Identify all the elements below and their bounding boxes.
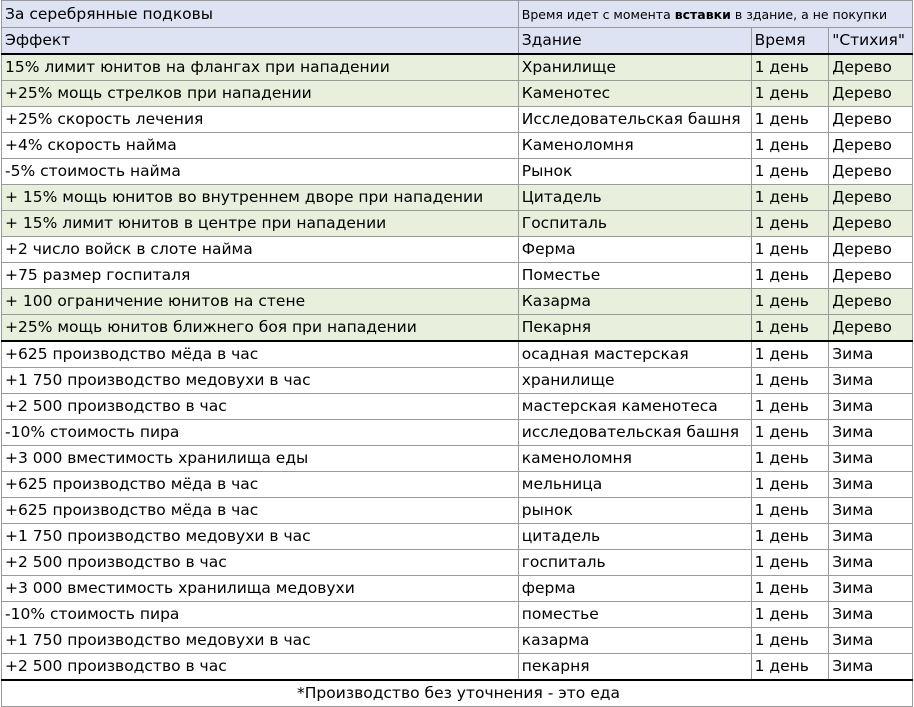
- element-cell[interactable]: Зима: [829, 420, 913, 446]
- building-cell[interactable]: Ферма: [518, 237, 751, 263]
- time-cell[interactable]: 1 день: [751, 472, 829, 498]
- building-cell[interactable]: мастерская каменотеса: [518, 394, 751, 420]
- note-suffix: в здание, а не покупки: [730, 6, 888, 22]
- table-row: [2, 576, 913, 602]
- effect-cell[interactable]: +25% мощь юнитов ближнего боя при нападении: [2, 315, 519, 342]
- footnote-row: [2, 680, 913, 707]
- effect-cell[interactable]: +3 000 вместимость хранилища еды: [2, 446, 519, 472]
- effect-cell[interactable]: +625 производство мёда в час: [2, 341, 519, 368]
- note-bold: вставки: [674, 6, 731, 22]
- time-cell[interactable]: 1 день: [751, 602, 829, 628]
- building-cell[interactable]: Пекарня: [518, 315, 751, 342]
- effect-cell[interactable]: -10% стоимость пира: [2, 602, 519, 628]
- building-cell[interactable]: мельница: [518, 472, 751, 498]
- building-cell[interactable]: Госпиталь: [518, 211, 751, 237]
- table-row: [2, 394, 913, 420]
- table-row: [2, 341, 913, 368]
- element-cell[interactable]: Дерево: [829, 315, 913, 342]
- time-cell[interactable]: 1 день: [751, 211, 829, 237]
- effect-cell[interactable]: +625 производство мёда в час: [2, 498, 519, 524]
- table-row: [2, 237, 913, 263]
- table-row: [2, 368, 913, 394]
- effect-cell[interactable]: +2 500 производство в час: [2, 550, 519, 576]
- table-row: [2, 185, 913, 211]
- time-cell[interactable]: 1 день: [751, 420, 829, 446]
- table-row: [2, 107, 913, 133]
- table-row: [2, 420, 913, 446]
- building-cell[interactable]: Цитадель: [518, 185, 751, 211]
- time-cell[interactable]: 1 день: [751, 315, 829, 342]
- element-cell[interactable]: Зима: [829, 654, 913, 681]
- element-cell[interactable]: Дерево: [829, 159, 913, 185]
- time-cell[interactable]: 1 день: [751, 133, 829, 159]
- effect-cell[interactable]: + 15% мощь юнитов во внутреннем дворе при нападении: [2, 185, 519, 211]
- time-note[interactable]: [518, 1, 912, 28]
- time-cell[interactable]: 1 день: [751, 394, 829, 420]
- time-cell[interactable]: 1 день: [751, 289, 829, 315]
- element-cell[interactable]: Дерево: [829, 289, 913, 315]
- effect-cell[interactable]: +1 750 производство медовухи в час: [2, 628, 519, 654]
- time-cell[interactable]: 1 день: [751, 81, 829, 107]
- element-cell[interactable]: Зима: [829, 602, 913, 628]
- effect-cell[interactable]: +75 размер госпиталя: [2, 263, 519, 289]
- time-cell[interactable]: 1 день: [751, 54, 829, 81]
- table-row: [2, 289, 913, 315]
- effect-cell[interactable]: +2 500 производство в час: [2, 394, 519, 420]
- time-cell[interactable]: 1 день: [751, 654, 829, 681]
- element-cell[interactable]: Дерево: [829, 133, 913, 159]
- time-cell[interactable]: 1 день: [751, 263, 829, 289]
- title-row: [2, 1, 913, 28]
- effect-cell[interactable]: + 100 ограничение юнитов на стене: [2, 289, 519, 315]
- element-cell[interactable]: Дерево: [829, 185, 913, 211]
- time-cell[interactable]: 1 день: [751, 550, 829, 576]
- building-cell[interactable]: Поместье: [518, 263, 751, 289]
- header-building[interactable]: Здание: [518, 28, 751, 55]
- time-cell[interactable]: 1 день: [751, 368, 829, 394]
- element-cell[interactable]: Дерево: [829, 237, 913, 263]
- effect-cell[interactable]: + 15% лимит юнитов в центре при нападении: [2, 211, 519, 237]
- building-cell[interactable]: Рынок: [518, 159, 751, 185]
- building-cell[interactable]: хранилище: [518, 368, 751, 394]
- table-row: [2, 54, 913, 81]
- building-cell[interactable]: Каменоломня: [518, 133, 751, 159]
- table-row: [2, 81, 913, 107]
- building-cell[interactable]: Казарма: [518, 289, 751, 315]
- element-cell[interactable]: Зима: [829, 576, 913, 602]
- header-element[interactable]: "Стихия": [829, 28, 913, 55]
- element-cell[interactable]: Зима: [829, 550, 913, 576]
- footnote[interactable]: *Производство без уточнения - это еда: [2, 680, 913, 707]
- table-row: [2, 602, 913, 628]
- table-row: [2, 628, 913, 654]
- building-cell[interactable]: пекарня: [518, 654, 751, 681]
- element-cell[interactable]: Зима: [829, 498, 913, 524]
- time-cell[interactable]: 1 день: [751, 107, 829, 133]
- effect-cell[interactable]: +625 производство мёда в час: [2, 472, 519, 498]
- effect-cell[interactable]: +3 000 вместимость хранилища медовухи: [2, 576, 519, 602]
- building-cell[interactable]: Каменотес: [518, 81, 751, 107]
- effect-cell[interactable]: +1 750 производство медовухи в час: [2, 524, 519, 550]
- element-cell[interactable]: Зима: [829, 446, 913, 472]
- element-cell[interactable]: Дерево: [829, 263, 913, 289]
- table-row: [2, 524, 913, 550]
- note-prefix: Время идет с момента: [521, 6, 675, 22]
- element-cell[interactable]: Дерево: [829, 107, 913, 133]
- time-cell[interactable]: 1 день: [751, 576, 829, 602]
- element-cell[interactable]: Зима: [829, 524, 913, 550]
- table-row: [2, 550, 913, 576]
- building-cell[interactable]: казарма: [518, 628, 751, 654]
- time-cell[interactable]: 1 день: [751, 185, 829, 211]
- time-cell[interactable]: 1 день: [751, 341, 829, 368]
- header-time[interactable]: Время: [751, 28, 829, 55]
- effect-cell[interactable]: +4% скорость найма: [2, 133, 519, 159]
- building-cell[interactable]: цитадель: [518, 524, 751, 550]
- time-cell[interactable]: 1 день: [751, 498, 829, 524]
- table-row: [2, 498, 913, 524]
- table-row: [2, 654, 913, 681]
- time-cell[interactable]: 1 день: [751, 237, 829, 263]
- building-cell[interactable]: поместье: [518, 602, 751, 628]
- element-cell[interactable]: Дерево: [829, 211, 913, 237]
- building-cell[interactable]: Хранилище: [518, 54, 751, 81]
- element-cell[interactable]: Зима: [829, 368, 913, 394]
- effect-cell[interactable]: -10% стоимость пира: [2, 420, 519, 446]
- table-row: [2, 133, 913, 159]
- table-row: [2, 472, 913, 498]
- building-cell[interactable]: исследовательская башня: [518, 420, 751, 446]
- effect-cell[interactable]: 15% лимит юнитов на флангах при нападении: [2, 54, 519, 81]
- table-row: [2, 263, 913, 289]
- header-effect[interactable]: Эффект: [2, 28, 519, 55]
- time-cell[interactable]: 1 день: [751, 446, 829, 472]
- element-cell[interactable]: Зима: [829, 341, 913, 368]
- building-cell[interactable]: госпиталь: [518, 550, 751, 576]
- table-row: [2, 315, 913, 342]
- effect-cell[interactable]: +25% мощь стрелков при нападении: [2, 81, 519, 107]
- header-row: [2, 28, 913, 55]
- table-row: [2, 159, 913, 185]
- table-row: [2, 446, 913, 472]
- element-cell[interactable]: Зима: [829, 472, 913, 498]
- time-cell[interactable]: 1 день: [751, 628, 829, 654]
- time-cell[interactable]: 1 день: [751, 524, 829, 550]
- element-cell[interactable]: Дерево: [829, 81, 913, 107]
- time-cell[interactable]: 1 день: [751, 159, 829, 185]
- element-cell[interactable]: Дерево: [829, 54, 913, 81]
- building-cell[interactable]: ферма: [518, 576, 751, 602]
- element-cell[interactable]: Зима: [829, 628, 913, 654]
- element-cell[interactable]: Зима: [829, 394, 913, 420]
- sheet-title[interactable]: За серебрянные подковы: [2, 1, 519, 28]
- building-cell[interactable]: Исследовательская башня: [518, 107, 751, 133]
- table-row: [2, 211, 913, 237]
- building-cell[interactable]: осадная мастерская: [518, 341, 751, 368]
- effect-cell[interactable]: -5% стоимость найма: [2, 159, 519, 185]
- effect-cell[interactable]: +1 750 производство медовухи в час: [2, 368, 519, 394]
- effect-cell[interactable]: +25% скорость лечения: [2, 107, 519, 133]
- effects-table: [1, 0, 913, 707]
- effect-cell[interactable]: +2 500 производство в час: [2, 654, 519, 681]
- building-cell[interactable]: каменоломня: [518, 446, 751, 472]
- building-cell[interactable]: рынок: [518, 498, 751, 524]
- effect-cell[interactable]: +2 число войск в слоте найма: [2, 237, 519, 263]
